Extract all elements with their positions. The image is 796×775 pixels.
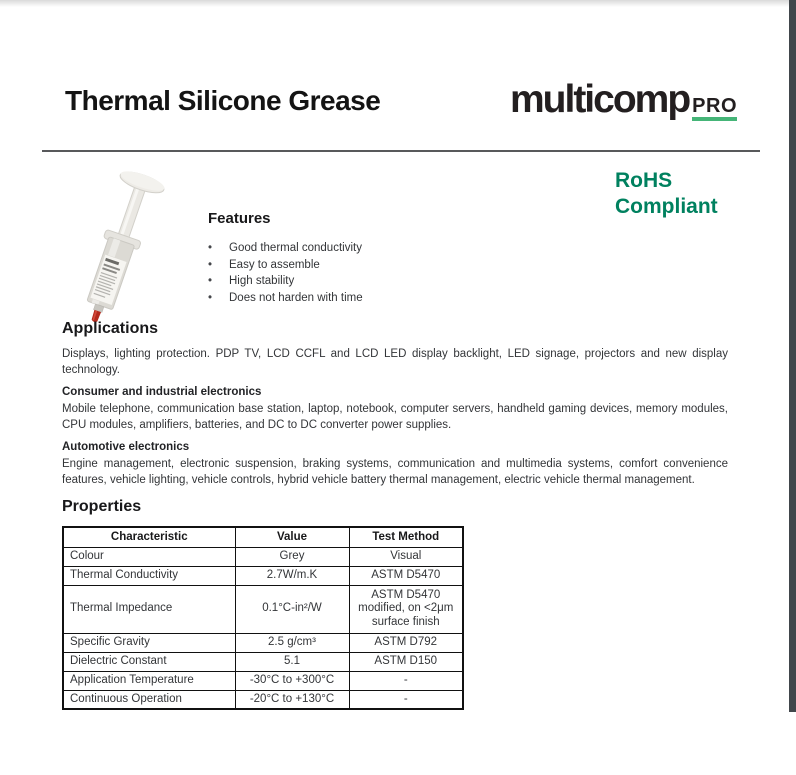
table-cell: Continuous Operation — [63, 690, 235, 709]
list-item — [208, 290, 498, 307]
features-heading: Features — [208, 210, 271, 227]
brand-wordmark: multicomp — [509, 78, 690, 121]
table-cell: -30°C to +300°C — [235, 671, 349, 690]
bullet-icon: • — [208, 275, 213, 287]
bullet-icon: • — [208, 291, 213, 304]
column-header-characteristic: Characteristic — [63, 527, 235, 547]
feature-text: High stability — [229, 275, 295, 287]
applications-heading: Applications — [62, 320, 159, 337]
product-photo-syringe — [33, 163, 208, 325]
page-title: Thermal Silicone Grease — [65, 85, 381, 116]
table-cell: Thermal Conductivity — [63, 566, 235, 585]
applications-intro: Displays, lighting protection. PDP TV, LCD CCFL and LCD LED display backlight, LED signage, projectors and new display technology. — [62, 348, 728, 376]
bullet-icon: • — [208, 242, 213, 254]
properties-section — [62, 498, 728, 710]
list-item — [208, 257, 498, 274]
subsection-heading-consumer: Consumer and industrial electronics — [62, 386, 262, 398]
table-cell: Thermal Impedance — [63, 585, 235, 633]
table-row — [63, 585, 463, 633]
rohs-line2: Compliant — [615, 195, 718, 218]
syringe-illustration — [33, 163, 208, 325]
table-cell: 5.1 — [235, 652, 349, 671]
brand-logo — [510, 78, 737, 121]
table-cell: - — [349, 690, 463, 709]
feature-text: Good thermal conductivity — [229, 242, 362, 254]
table-header-row — [63, 527, 463, 547]
table-cell: ASTM D150 — [349, 652, 463, 671]
table-row — [63, 652, 463, 671]
properties-heading: Properties — [62, 498, 142, 515]
top-edge-shadow — [0, 0, 796, 7]
table-cell: Application Temperature — [63, 671, 235, 690]
table-row — [63, 671, 463, 690]
table-cell: Specific Gravity — [63, 633, 235, 652]
brand-pro-suffix: PRO — [692, 96, 737, 121]
table-cell: - — [349, 671, 463, 690]
feature-text: Does not harden with time — [229, 291, 363, 304]
properties-table — [62, 526, 464, 710]
subsection-body-consumer: Mobile telephone, communication base station, laptop, notebook, computer servers, handheld gaming devices, memory modules, CPU modules, amplifiers, batteries, and DC to DC converter power supplies. — [62, 403, 728, 431]
subsection-heading-automotive: Automotive electronics — [62, 441, 190, 453]
applications-section — [62, 320, 728, 496]
features-section — [208, 210, 498, 306]
column-header-value: Value — [235, 527, 349, 547]
table-cell: -20°C to +130°C — [235, 690, 349, 709]
subsection-body-automotive: Engine management, electronic suspension, braking systems, communication and multimedia systems, comfort convenience features, vehicle lighting, vehicle controls, hybrid vehicle battery thermal management, electric vehicle thermal management. — [62, 458, 728, 486]
table-cell: Grey — [235, 547, 349, 566]
list-item — [208, 240, 498, 257]
list-item — [208, 273, 498, 290]
rohs-line1: RoHS — [615, 169, 673, 192]
table-row — [63, 547, 463, 566]
table-cell: ASTM D792 — [349, 633, 463, 652]
table-cell: ASTM D5470 modified, on <2μm surface finish — [349, 585, 463, 633]
feature-text: Easy to assemble — [229, 258, 320, 271]
table-cell: 2.7W/m.K — [235, 566, 349, 585]
rohs-badge — [615, 168, 718, 220]
column-header-test-method: Test Method — [349, 527, 463, 547]
header — [65, 78, 737, 121]
bullet-icon: • — [208, 258, 213, 271]
table-cell: 0.1°C-in²/W — [235, 585, 349, 633]
table-cell: ASTM D5470 — [349, 566, 463, 585]
table-row — [63, 633, 463, 652]
table-row — [63, 690, 463, 709]
table-cell: Colour — [63, 547, 235, 566]
table-row — [63, 566, 463, 585]
header-divider — [42, 150, 760, 152]
table-cell: Dielectric Constant — [63, 652, 235, 671]
table-cell: 2.5 g/cm³ — [235, 633, 349, 652]
right-edge-bar — [789, 0, 796, 712]
table-cell: Visual — [349, 547, 463, 566]
